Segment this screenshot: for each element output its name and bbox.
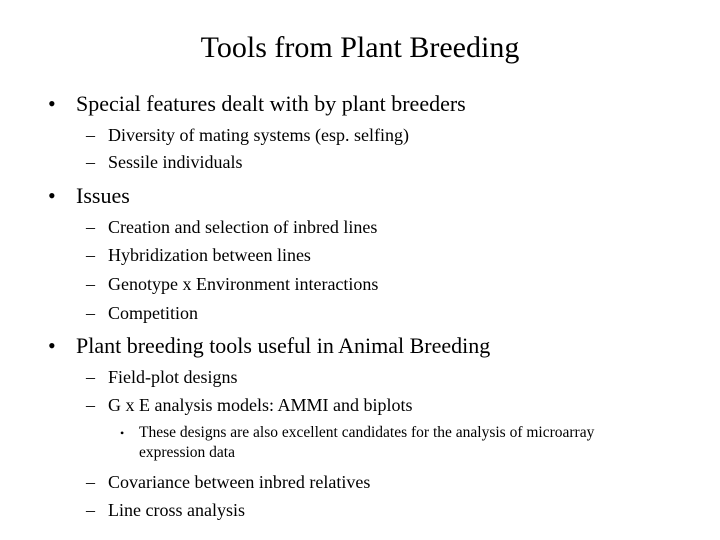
bullet-text: Plant breeding tools useful in Animal Breeding [76, 333, 491, 358]
subbullet-text: Hybridization between lines [108, 245, 311, 265]
dash-icon: – [86, 500, 95, 520]
subbullet-text: Genotype x Environment interactions [108, 274, 379, 294]
subbullet-text: Creation and selection of inbred lines [108, 217, 378, 237]
subbullet-text: Competition [108, 303, 198, 323]
dash-icon: – [86, 245, 95, 265]
bullet-text: Special features dealt with by plant breeders [76, 91, 466, 116]
dash-icon: – [86, 152, 95, 172]
bullet-text: Issues [76, 183, 130, 208]
dash-icon: – [86, 217, 95, 237]
subbullet-text: Line cross analysis [108, 500, 245, 520]
dash-icon: – [86, 274, 95, 294]
subbullet-text: G x E analysis models: AMMI and biplots [108, 395, 413, 415]
subbullet-text: Covariance between inbred relatives [108, 472, 371, 492]
bullet-icon: • [48, 183, 56, 208]
dash-icon: – [86, 367, 95, 387]
subbullet-text: Sessile individuals [108, 152, 243, 172]
dash-icon: – [86, 303, 95, 323]
dash-icon: – [86, 472, 95, 492]
bullet-icon: • [120, 426, 125, 440]
subsubbullet-text: These designs are also excellent candidates for the analysis of microarray expression data [139, 424, 595, 461]
bullet-icon: • [48, 333, 56, 358]
bullet-icon: • [48, 91, 56, 116]
dash-icon: – [86, 395, 95, 415]
subbullet-text: Field-plot designs [108, 367, 238, 387]
subbullet-text: Diversity of mating systems (esp. selfing) [108, 125, 409, 145]
slide-title: Tools from Plant Breeding [200, 31, 520, 64]
dash-icon: – [86, 125, 95, 145]
